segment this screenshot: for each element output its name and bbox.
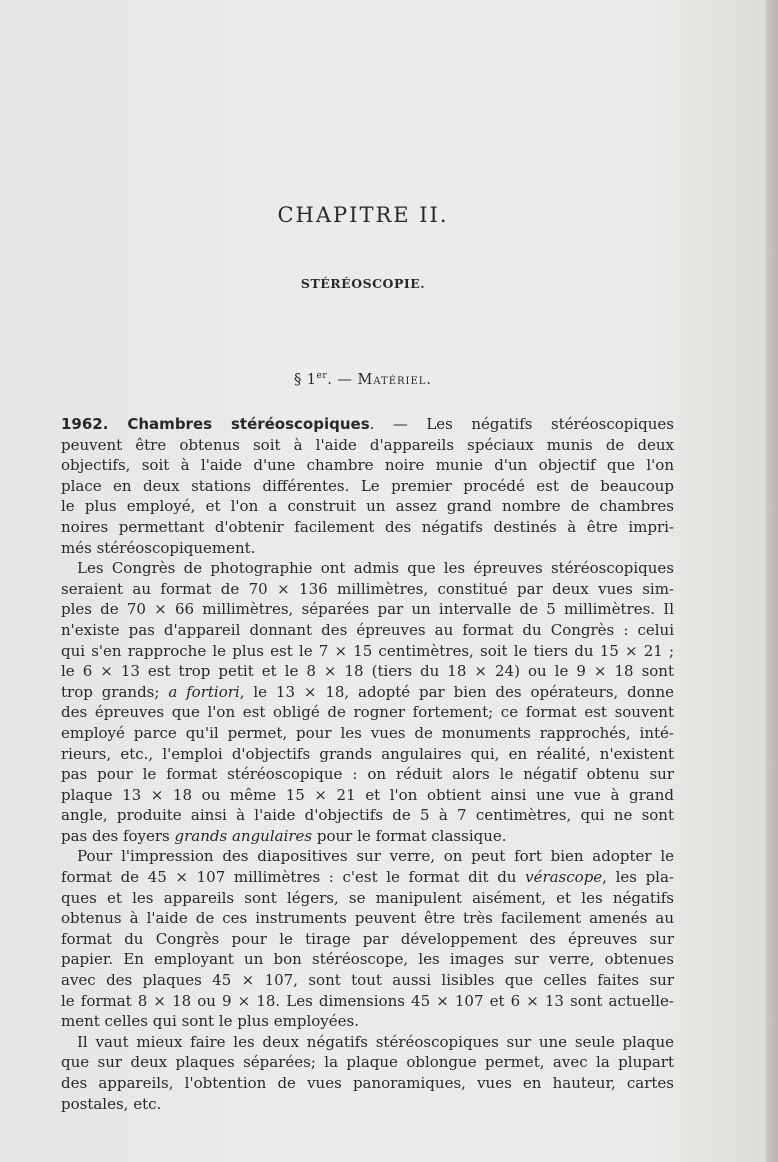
text-run: Pour l'impression des diapositives sur verre, on peut fort bien adopter le <box>77 847 674 866</box>
text-line <box>61 579 674 600</box>
text-line <box>61 661 674 682</box>
text-line <box>61 496 674 517</box>
section-prefix: § 1 <box>293 371 317 388</box>
text-line <box>61 826 674 847</box>
text-run: rieurs, etc., l'emploi d'objectifs grands angulaires qui, en réalité, n'existent <box>61 744 674 763</box>
text-run: avec des plaques 45 × 107, sont tout aussi lisibles que celles faites sur <box>61 971 674 990</box>
text-run: , le 13 × 18, adopté par bien des opérateurs, donne <box>239 682 674 701</box>
text-line <box>61 1094 674 1115</box>
text-run: le plus employé, et l'on a construit un assez grand nombre de chambres <box>61 497 674 516</box>
text-run: objectifs, soit à l'aide d'une chambre noire munie d'un objectif que l'on <box>61 456 674 475</box>
text-line <box>61 888 674 909</box>
text-line <box>61 908 674 929</box>
chapter-title: CHAPITRE II. <box>277 203 449 227</box>
text-line <box>61 1073 674 1094</box>
text-run: postales, etc. <box>61 1094 162 1113</box>
italic-run: grands angulaires <box>174 826 313 845</box>
text-line <box>61 414 674 435</box>
text-line <box>61 1032 674 1053</box>
text-run: le 6 × 13 est trop petit et le 8 × 18 (tiers du 18 × 24) ou le 9 × 18 sont <box>61 662 674 681</box>
text-run: qui s'en rapproche le plus est le 7 × 15 centimètres, soit le tiers du 15 × 21 ; <box>61 641 674 660</box>
text-line <box>61 785 674 806</box>
text-run: format du Congrès pour le tirage par développement des épreuves sur <box>61 929 674 948</box>
text-run: peuvent être obtenus soit à l'aide d'appareils spéciaux munis de deux <box>61 435 674 454</box>
section-title: Matériel. <box>357 371 433 388</box>
text-line <box>61 599 674 620</box>
text-line <box>61 805 674 826</box>
text-line <box>61 1052 674 1073</box>
text-run: des épreuves que l'on est obligé de rogner fortement; ce format est souvent <box>61 703 674 722</box>
text-run: més stéréoscopiquement. <box>61 538 256 557</box>
text-line <box>61 435 674 456</box>
italic-run: a fortiori <box>168 682 240 701</box>
text-run: angle, produite ainsi à l'aide d'objectifs de 5 à 7 centimètres, qui ne sont <box>61 806 674 825</box>
text-run: ples de 70 × 66 millimètres, séparées par un intervalle de 5 millimètres. Il <box>61 600 674 619</box>
text-run: n'existe pas d'appareil donnant des épreuves au format du Congrès : celui <box>61 620 674 639</box>
text-run: format de 45 × 107 millimètres : c'est le format dit du <box>61 868 526 887</box>
text-run: ques et les appareils sont légers, se manipulent aisément, et les négatifs <box>61 888 674 907</box>
text-run: employé parce qu'il permet, pour les vues de monuments rapprochés, inté- <box>61 723 674 742</box>
chapter-subtitle: STÉRÉOSCOPIE. <box>300 276 426 291</box>
bold-run: 1962 <box>61 415 103 433</box>
text-line <box>61 723 674 744</box>
bold-run: Chambres stéréoscopiques <box>127 415 370 433</box>
text-run: ment celles qui sont le plus employées. <box>61 1012 359 1031</box>
text-line <box>61 641 674 662</box>
text-run: Il vaut mieux faire les deux négatifs stéréoscopiques sur une seule plaque <box>77 1032 674 1051</box>
text-run: trop grands; <box>61 682 169 701</box>
section-dash: . — <box>327 371 358 388</box>
text-run: obtenus à l'aide de ces instruments peuvent être très facilement amenés au <box>61 909 674 928</box>
text-line <box>61 949 674 970</box>
page-edge <box>766 0 778 1162</box>
text-line <box>61 744 674 765</box>
body-text <box>61 414 674 1114</box>
text-line <box>61 991 674 1012</box>
text-run: Les Congrès de photographie ont admis que les épreuves stéréoscopiques <box>77 559 674 578</box>
section-sup: er <box>316 371 328 381</box>
text-run: pour le format classique. <box>312 826 507 845</box>
text-line <box>61 970 674 991</box>
text-run: que sur deux plaques séparées; la plaque oblongue permet, avec la plupart <box>61 1053 674 1072</box>
text-line <box>61 455 674 476</box>
text-run: plaque 13 × 18 ou même 15 × 21 et l'on obtient ainsi une vue à grand <box>61 785 674 804</box>
text-run: le format 8 × 18 ou 9 × 18. Les dimensions 45 × 107 et 6 × 13 sont actuelle- <box>61 991 674 1010</box>
text-line <box>61 867 674 888</box>
text-run: papier. En employant un bon stéréoscope, les images sur verre, obtenues <box>61 950 674 969</box>
text-line <box>61 1011 674 1032</box>
text-line <box>61 846 674 867</box>
text-run: noires permettant d'obtenir facilement des négatifs destinés à être impri- <box>61 517 674 536</box>
text-line <box>61 620 674 641</box>
text-run: pas des foyers <box>61 826 175 845</box>
text-run: pas pour le format stéréoscopique : on réduit alors le négatif obtenu sur <box>61 765 674 784</box>
text-line <box>61 476 674 497</box>
text-line <box>61 929 674 950</box>
text-run: . — Les négatifs stéréoscopiques <box>369 415 674 433</box>
text-line <box>61 517 674 538</box>
text-line <box>61 558 674 579</box>
text-run: , les pla- <box>602 868 674 887</box>
text-run: place en deux stations différentes. Le premier procédé est de beaucoup <box>61 476 674 495</box>
bold-run: . <box>102 415 128 433</box>
text-line <box>61 702 674 723</box>
text-line <box>61 538 674 559</box>
italic-run: vérascope <box>525 868 603 887</box>
text-line <box>61 764 674 785</box>
section-heading <box>0 371 726 388</box>
text-run: seraient au format de 70 × 136 millimètres, constitué par deux vues sim- <box>61 579 674 598</box>
text-run: des appareils, l'obtention de vues panoramiques, vues en hauteur, cartes <box>61 1074 674 1092</box>
text-line <box>61 682 674 703</box>
